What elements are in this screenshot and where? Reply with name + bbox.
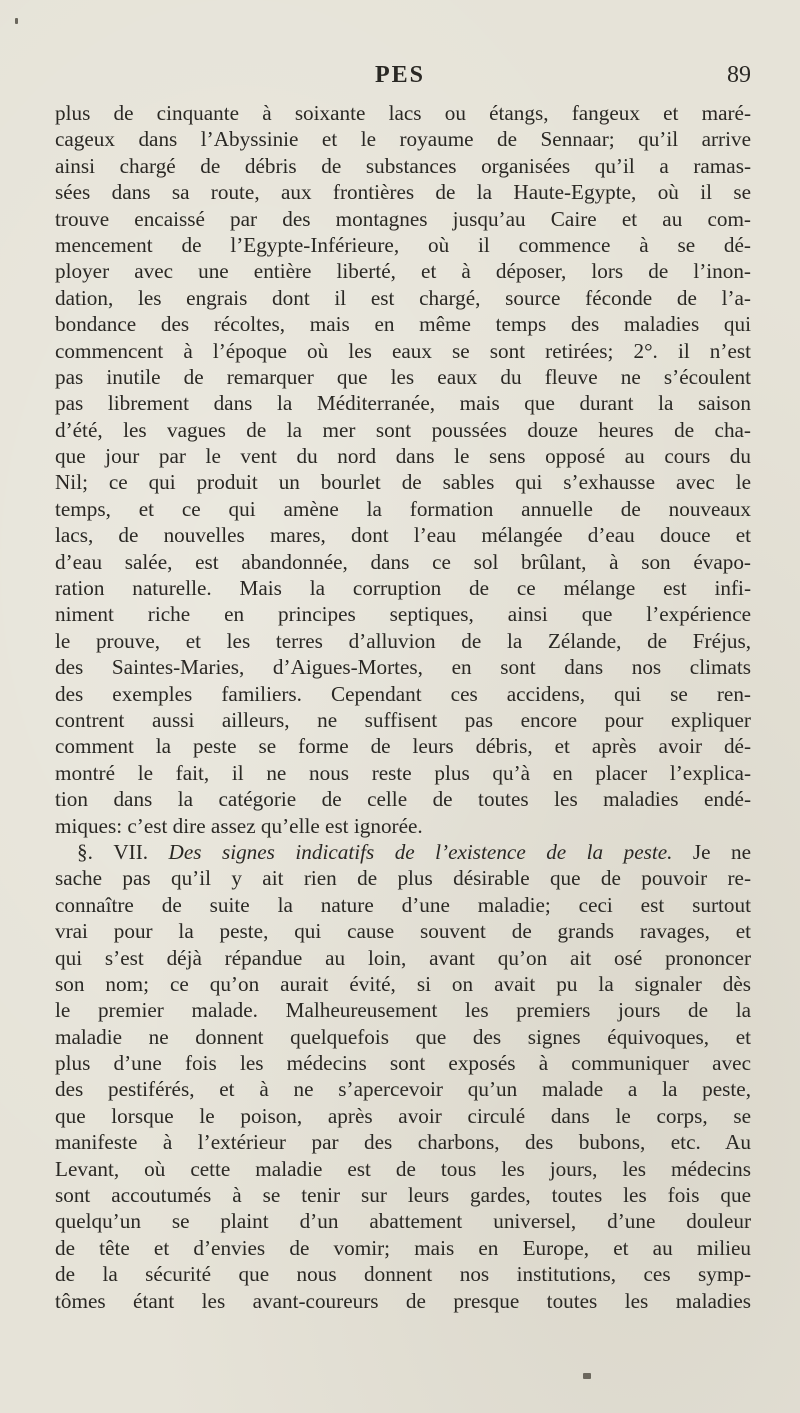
text-line: plus de cinquante à soixante lacs ou étangs, fangeux et maré- [55, 101, 751, 125]
dust-speck [15, 18, 18, 24]
text-line: miques: c’est dire assez qu’elle est ignorée. [55, 813, 423, 838]
paragraph [55, 100, 751, 839]
text-line: d’eau salée, est abandonnée, dans ce sol brûlant, à son évapo- [55, 549, 751, 574]
text-line: vrai pour la peste, qui cause souvent de grands ravages, et [55, 919, 751, 944]
text-line: sache pas qu’il y ait rien de plus désirable que de pouvoir re- [55, 866, 751, 891]
text-line: Levant, où cette maladie est de tous les jours, les médecins [55, 1156, 751, 1181]
text-line: temps, et ce qui amène la formation annuelle de nouveaux [55, 496, 751, 521]
text-line: Nil; ce qui produit un bourlet de sables qui s’exhausse avec le [55, 470, 751, 495]
text-line: de tête et d’envies de vomir; mais en Europe, et au milieu [55, 1235, 751, 1260]
text-line: des Saintes-Maries, d’Aigues-Mortes, en sont dans nos climats [55, 655, 751, 680]
text-line: son nom; ce qu’on aurait évité, si on avait pu la signaler dès [55, 971, 751, 996]
section-heading: Des signes indicatifs de l’existence de la peste. [168, 839, 673, 864]
text-line: sées dans sa route, aux frontières de la Haute-Egypte, où il se [55, 180, 751, 205]
text-line: tion dans la catégorie de celle de toutes les maladies endé- [55, 787, 751, 812]
text-line: qui s’est déjà répandue au loin, avant qu’on ait osé prononcer [55, 945, 751, 970]
body-text [55, 100, 751, 1314]
text-line: mencement de l’Egypte-Inférieure, où il commence à se dé- [55, 232, 751, 257]
text-line: ration naturelle. Mais la corruption de ce mélange est infi- [55, 576, 751, 601]
text-line: le prouve, et les terres d’alluvion de la Zélande, de Fréjus, [55, 628, 751, 653]
text-line: pas librement dans la Méditerranée, mais que durant la saison [55, 391, 751, 416]
text-line: d’été, les vagues de la mer sont poussées douze heures de cha- [55, 417, 751, 442]
text-line: connaître de suite la nature d’une maladie; ceci est surtout [55, 892, 751, 917]
text-line: montré le fait, il ne nous reste plus qu’à en placer l’explica- [55, 760, 751, 785]
dust-speck [583, 1373, 591, 1379]
page-number: 89 [727, 62, 751, 88]
text-line: quelqu’un se plaint d’un abattement universel, d’une douleur [55, 1209, 751, 1234]
text-line: manifeste à l’extérieur par des charbons, des bubons, etc. Au [55, 1130, 751, 1155]
text-line: commencent à l’époque où les eaux se sont retirées; 2°. il n’est [55, 338, 751, 363]
section-marker: §. [77, 839, 114, 864]
text-line: niment riche en principes septiques, ainsi que l’expérience [55, 602, 751, 627]
text-line: cageux dans l’Abyssinie et le royaume de Sennaar; qu’il arrive [55, 127, 751, 152]
section-first-line-rest: Je ne [672, 839, 751, 864]
text-line: trouve encaissé par des montagnes jusqu’au Caire et au com- [55, 206, 751, 231]
page-header [55, 58, 751, 94]
text-line: des exemples familiers. Cependant ces accidens, qui se ren- [55, 681, 751, 706]
section-vii [55, 839, 751, 1314]
text-line: bondance des récoltes, mais en même temps des maladies qui [55, 312, 751, 337]
text-line: maladie ne donnent quelquefois que des signes équivoques, et [55, 1024, 751, 1049]
text-line: ainsi chargé de débris de substances organisées qu’il a ramas- [55, 153, 751, 178]
text-line: tômes étant les avant-coureurs de presque toutes les maladies [55, 1288, 751, 1313]
section-heading-line [55, 839, 751, 865]
text-line: dation, les engrais dont il est chargé, source féconde de l’a- [55, 285, 751, 310]
text-line: plus d’une fois les médecins sont exposés à communiquer avec [55, 1051, 751, 1076]
text-line: contrent aussi ailleurs, ne suffisent pas encore pour expliquer [55, 707, 751, 732]
text-line: comment la peste se forme de leurs débris, et après avoir dé- [55, 734, 751, 759]
text-line: pas inutile de remarquer que les eaux du fleuve ne s’écoulent [55, 364, 751, 389]
text-line: que lorsque le poison, après avoir circulé dans le corps, se [55, 1103, 751, 1128]
text-line: des pestiférés, et à ne s’apercevoir qu’un malade a la peste, [55, 1077, 751, 1102]
text-line: que jour par le vent du nord dans le sens opposé au cours du [55, 444, 751, 469]
text-line: ployer avec une entière liberté, et à déposer, lors de l’inon- [55, 259, 751, 284]
text-line: le premier malade. Malheureusement les premiers jours de la [55, 998, 751, 1023]
section-number: VII. [113, 839, 149, 864]
running-head: PES [374, 62, 425, 88]
text-line: sont accoutumés à se tenir sur leurs gardes, toutes les fois que [55, 1183, 751, 1208]
text-line: de la sécurité que nous donnent nos institutions, ces symp- [55, 1262, 751, 1287]
text-line: lacs, de nouvelles mares, dont l’eau mélangée d’eau douce et [55, 523, 751, 548]
